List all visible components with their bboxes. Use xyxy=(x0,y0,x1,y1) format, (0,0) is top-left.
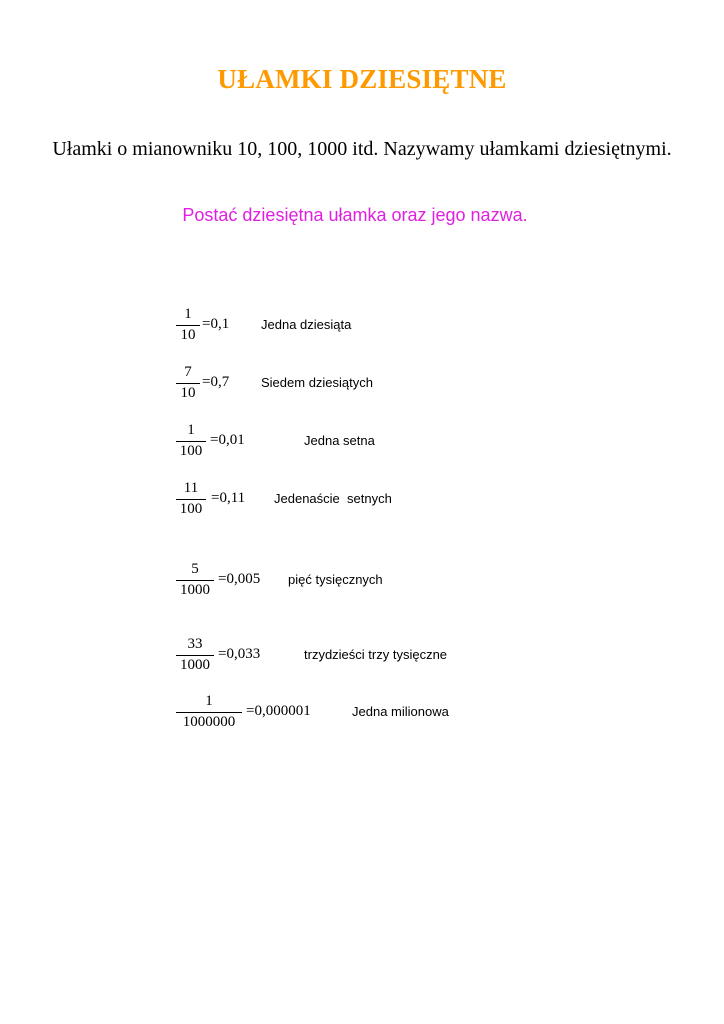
fraction-bar xyxy=(176,325,200,326)
fraction-name: trzydzieści trzy tysięczne xyxy=(304,647,448,662)
fraction-name: Siedem dziesiątych xyxy=(261,375,373,390)
numerator: 5 xyxy=(191,561,199,577)
intro-text: Ułamki o mianowniku 10, 100, 1000 itd. Nazywamy ułamkami dziesiętnymi. xyxy=(52,138,672,160)
fraction-name: Jedna setna xyxy=(304,433,375,448)
fraction-bar xyxy=(176,712,242,713)
fraction-name: pięć tysięcznych xyxy=(288,572,383,587)
fraction-row xyxy=(0,636,724,676)
numerator: 11 xyxy=(183,480,199,496)
fraction-bar xyxy=(176,580,214,581)
fraction-bar xyxy=(176,499,206,500)
decimal-value: =0,7 xyxy=(202,374,230,390)
fraction-bar xyxy=(176,441,206,442)
decimal-value: =0,005 xyxy=(218,571,261,587)
denominator: 100 xyxy=(179,501,203,517)
numerator: 1 xyxy=(187,422,195,438)
numerator: 1 xyxy=(184,306,192,322)
denominator: 100 xyxy=(179,443,203,459)
fraction-row xyxy=(0,364,724,404)
denominator: 1000 xyxy=(180,582,210,598)
fraction-row xyxy=(0,306,724,346)
fraction-bar xyxy=(176,383,200,384)
fraction-name: Jedna dziesiąta xyxy=(261,317,352,332)
page-title: UŁAMKI DZIESIĘTNE xyxy=(217,64,507,94)
numerator: 33 xyxy=(187,636,203,652)
numerator: 7 xyxy=(184,364,192,380)
decimal-value: =0,033 xyxy=(218,646,261,662)
fraction-name: Jedenaście setnych xyxy=(274,491,392,506)
fraction-row xyxy=(0,561,724,601)
fraction-bar xyxy=(176,655,214,656)
decimal-value: =0,01 xyxy=(210,432,245,448)
fraction-row xyxy=(0,480,724,520)
decimal-value: =0,11 xyxy=(211,490,246,506)
section-subtitle: Postać dziesiętna ułamka oraz jego nazwa. xyxy=(182,205,528,225)
fraction-row xyxy=(0,422,724,462)
denominator: 10 xyxy=(180,327,196,343)
numerator: 1 xyxy=(205,693,213,709)
denominator: 1000 xyxy=(180,657,210,673)
denominator: 10 xyxy=(180,385,196,401)
denominator: 1000000 xyxy=(182,714,236,730)
fraction-row xyxy=(0,693,724,733)
decimal-value: =0,000001 xyxy=(246,703,311,719)
decimal-value: =0,1 xyxy=(202,316,230,332)
fraction-name: Jedna milionowa xyxy=(352,704,449,719)
